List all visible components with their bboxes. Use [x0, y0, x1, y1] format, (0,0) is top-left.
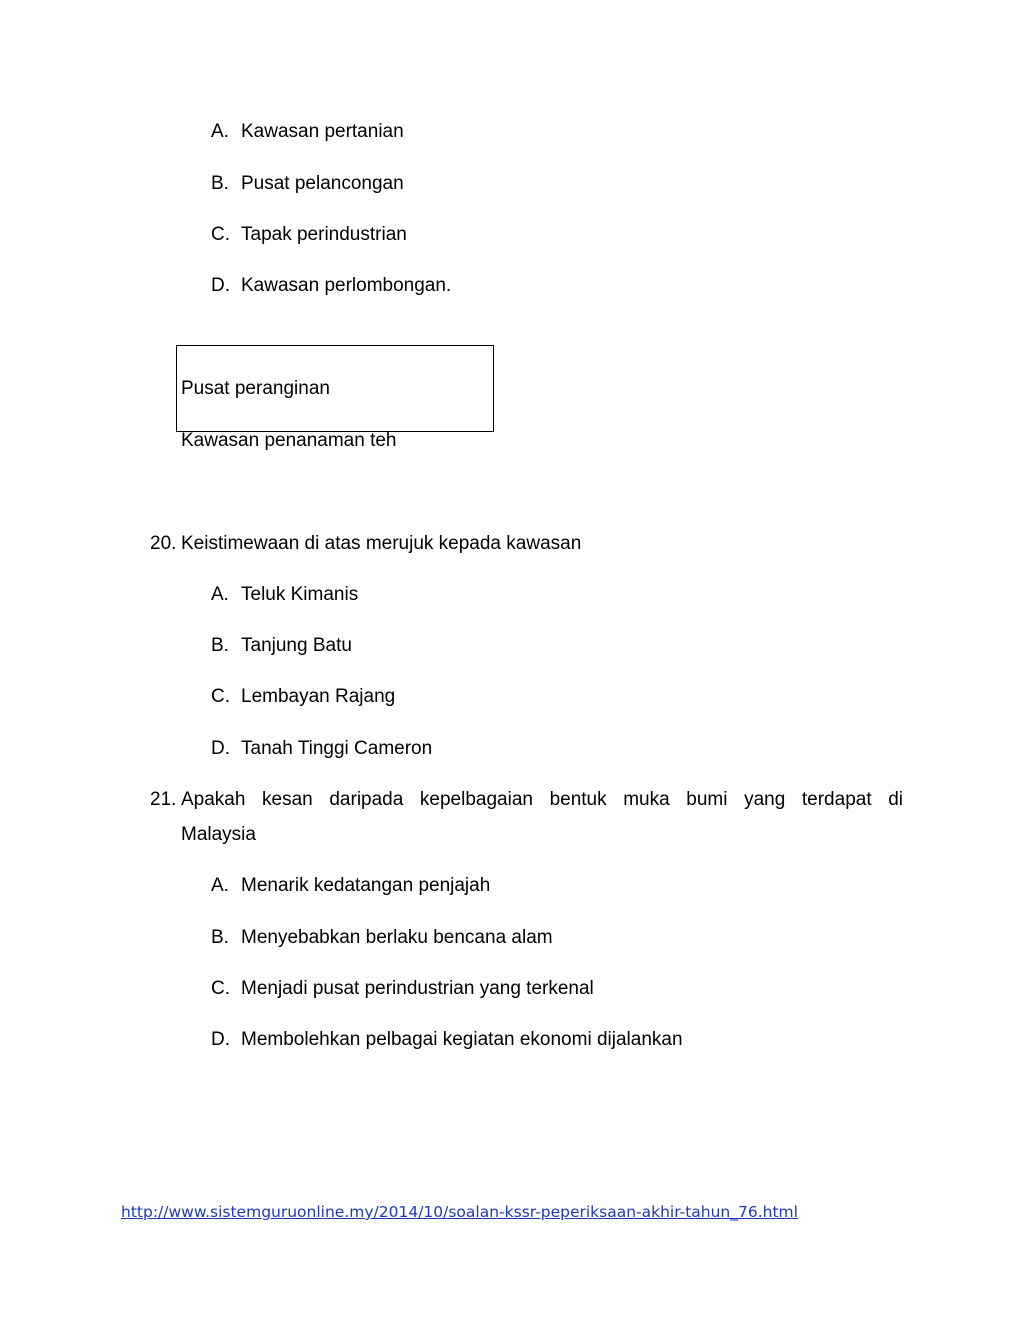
- option-text: Menyebabkan berlaku bencana alam: [241, 927, 553, 948]
- option-letter: D.: [211, 275, 230, 296]
- option-letter: A.: [211, 875, 229, 896]
- option-letter: D.: [211, 1029, 230, 1050]
- option-text: Membolehkan pelbagai kegiatan ekonomi dijalankan: [241, 1029, 683, 1050]
- option-text: Tapak perindustrian: [241, 224, 407, 245]
- question-text: Keistimewaan di atas merujuk kepada kawasan: [181, 533, 582, 554]
- option-letter: C.: [211, 686, 230, 707]
- option-letter: B.: [211, 635, 229, 656]
- option-letter: C.: [211, 224, 230, 245]
- question-number: 20.: [150, 533, 177, 554]
- option-text: Kawasan perlombongan.: [241, 275, 452, 296]
- option-letter: D.: [211, 738, 230, 759]
- option-letter: A.: [211, 584, 229, 605]
- option-text: Pusat pelancongan: [241, 173, 404, 194]
- option-letter: B.: [211, 173, 229, 194]
- option-letter: C.: [211, 978, 230, 999]
- option-text: Tanjung Batu: [241, 635, 352, 656]
- source-url-link[interactable]: http://www.sistemguruonline.my/2014/10/soalan-kssr-peperiksaan-akhir-tahun_76.html: [121, 1203, 798, 1221]
- option-text: Menjadi pusat perindustrian yang terkenal: [241, 978, 594, 999]
- option-text: Tanah Tinggi Cameron: [241, 738, 433, 759]
- option-text: Kawasan pertanian: [241, 121, 404, 142]
- option-text: Menarik kedatangan penjajah: [241, 875, 491, 896]
- option-text: Teluk Kimanis: [241, 584, 359, 605]
- option-letter: B.: [211, 927, 229, 948]
- option-text: Lembayan Rajang: [241, 686, 396, 707]
- question-number: 21.: [150, 789, 177, 810]
- info-box-line-2: Kawasan penanaman teh: [181, 430, 397, 451]
- question-text-line-2: Malaysia: [181, 824, 256, 845]
- option-letter: A.: [211, 121, 229, 142]
- info-box-line-1: Pusat peranginan: [181, 378, 330, 399]
- question-text-line-1: Apakah kesan daripada kepelbagaian bentuk muka bumi yang terdapat di: [181, 789, 903, 810]
